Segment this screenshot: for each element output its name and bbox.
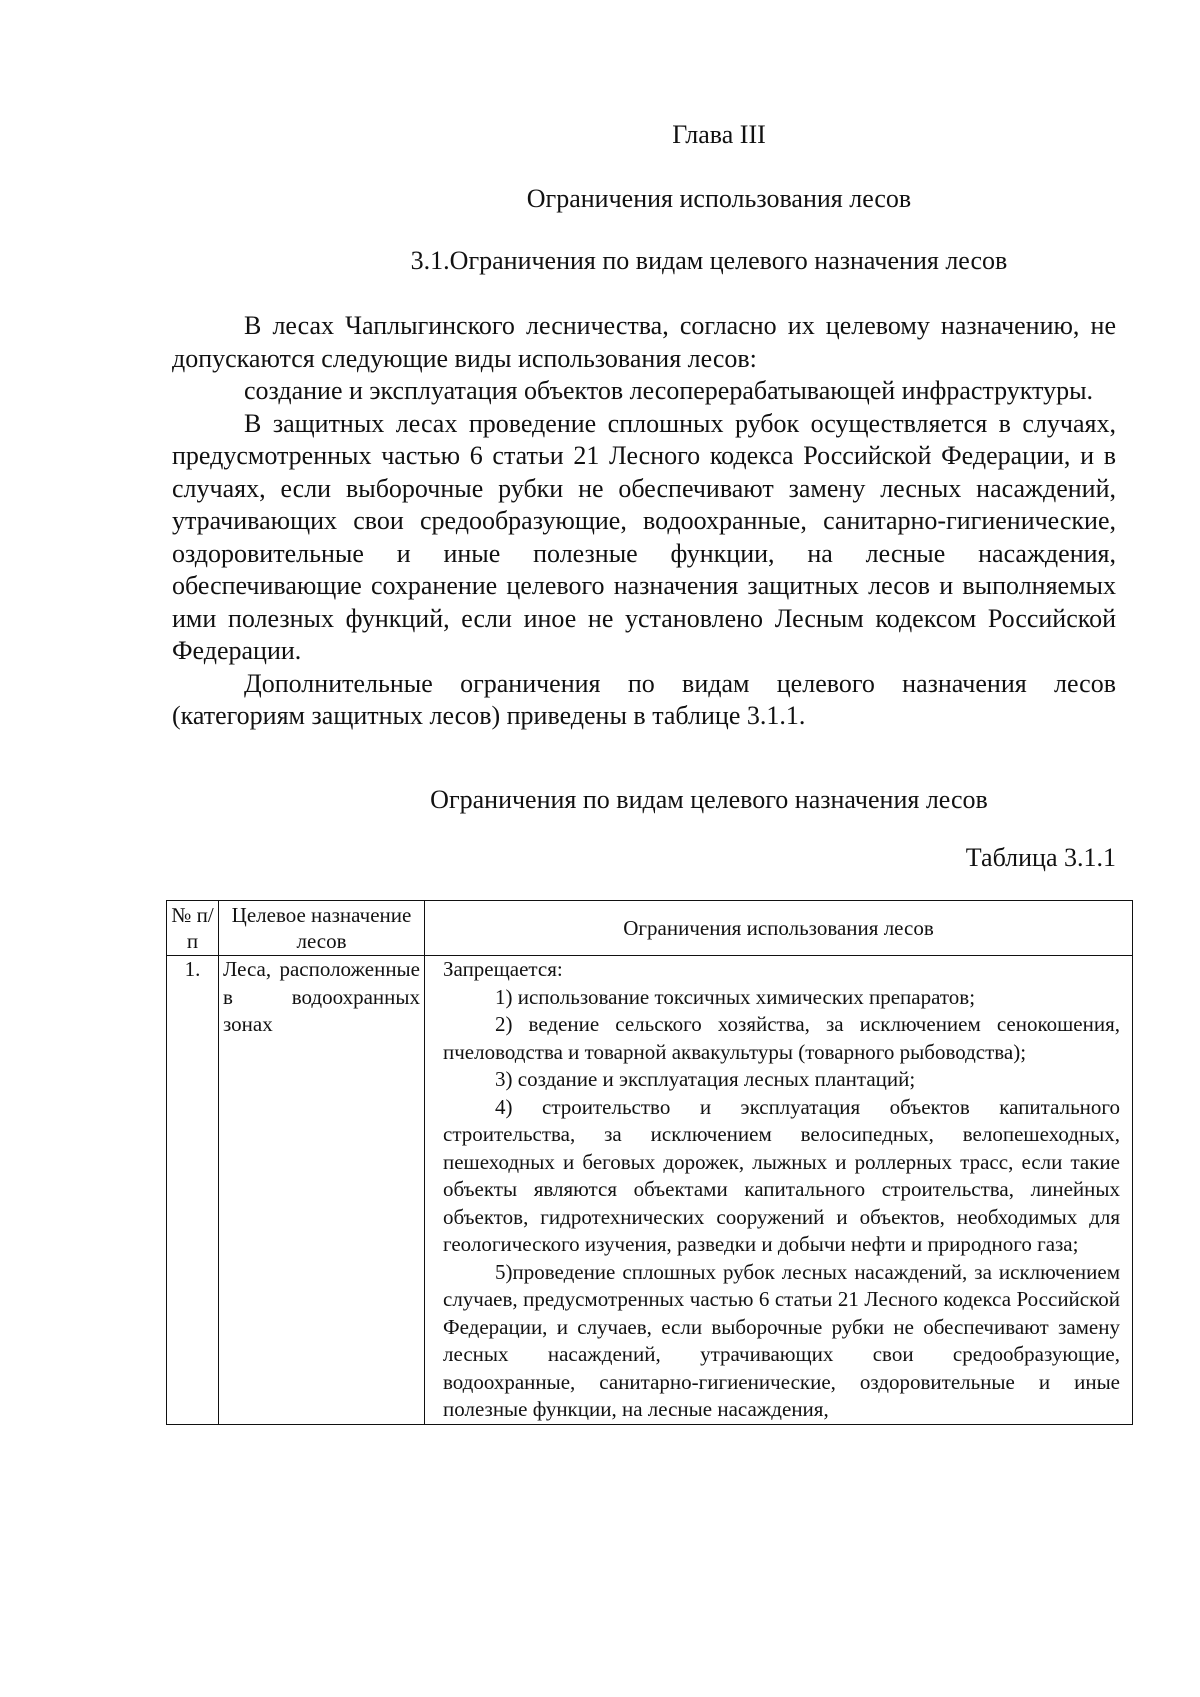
header-purpose: Целевое назначение лесов bbox=[219, 901, 425, 956]
row-num: 1. bbox=[167, 956, 219, 1425]
paragraph: создание и эксплуатация объектов лесоперерабатывающей инфраструктуры. bbox=[244, 376, 1094, 405]
table-header-row bbox=[167, 901, 1133, 956]
restriction-item: 2) ведение сельского хозяйства, за исключением сенокошения, пчеловодства и товарной аквакультуры (товарного рыбоводства); bbox=[443, 1012, 1120, 1064]
paragraph: В защитных лесах проведение сплошных рубок осуществляется в случаях, предусмотренных частью 6 статьи 21 Лесного кодекса Российской Федерации, и в случаях, если выборочные рубки не обеспечивают замену лесных насаждений, утрачивающих свои средообразующие, водоохранные, санитарно-гигиенические, оздоровительные и иные полезные функции, на лесные насаждения, обеспечивающие сохранение целевого назначения защитных лесов и выполняемых ими полезных функций, если иное не установлено Лесным кодексом Российской Федерации. bbox=[172, 408, 1116, 665]
row-restrictions bbox=[425, 956, 1133, 1425]
restriction-item: 4) строительство и эксплуатация объектов капитального строительства, за исключением велосипедных, велопешеходных, пешеходных и беговых дорожек, лыжных и роллерных трасс, если такие объекты являются объектами капитального строительства, линейных объектов, гидротехнических сооружений и объектов, необходимых для геологического изучения, разведки и добычи нефти и природного газа; bbox=[443, 1094, 1120, 1256]
section-title: 3.1.Ограничения по видам целевого назначения лесов bbox=[410, 246, 1008, 275]
chapter-title: Ограничения использования лесов bbox=[526, 184, 912, 213]
row-purpose: Леса, расположенные в водоохранных зонах bbox=[219, 956, 425, 1425]
table-title: Ограничения по видам целевого назначения лесов bbox=[430, 784, 988, 814]
restriction-item: 1) использование токсичных химических препаратов; bbox=[495, 984, 976, 1009]
header-num: № п/п bbox=[167, 901, 219, 956]
document-page bbox=[172, 118, 1116, 877]
header-restrictions: Ограничения использования лесов bbox=[425, 901, 1133, 956]
paragraph: Дополнительные ограничения по видам целевого назначения лесов (категориям защитных лесов) приведены в таблице 3.1.1. bbox=[172, 668, 1116, 730]
restrictions-table bbox=[166, 900, 1133, 1425]
restrictions-intro: Запрещается: bbox=[443, 957, 563, 981]
paragraph: В лесах Чаплыгинского лесничества, согласно их целевому назначению, не допускаются следующие виды использования лесов: bbox=[172, 311, 1116, 373]
chapter-heading: Глава III bbox=[672, 120, 766, 149]
table-row bbox=[167, 956, 1133, 1425]
table-label: Таблица 3.1.1 bbox=[965, 842, 1116, 872]
restriction-item: 5)проведение сплошных рубок лесных насаждений, за исключением случаев, предусмотренных частью 6 статьи 21 Лесного кодекса Российской Федерации, и случаев, если выборочные рубки не обеспечивают замену лесных насаждений, утрачивающих свои средообразующие, водоохранные, санитарно-гигиенические, оздоровительные и иные полезные функции, на лесные насаждения, bbox=[443, 1259, 1120, 1421]
body-text bbox=[172, 310, 1116, 733]
restriction-item: 3) создание и эксплуатация лесных плантаций; bbox=[495, 1067, 916, 1091]
